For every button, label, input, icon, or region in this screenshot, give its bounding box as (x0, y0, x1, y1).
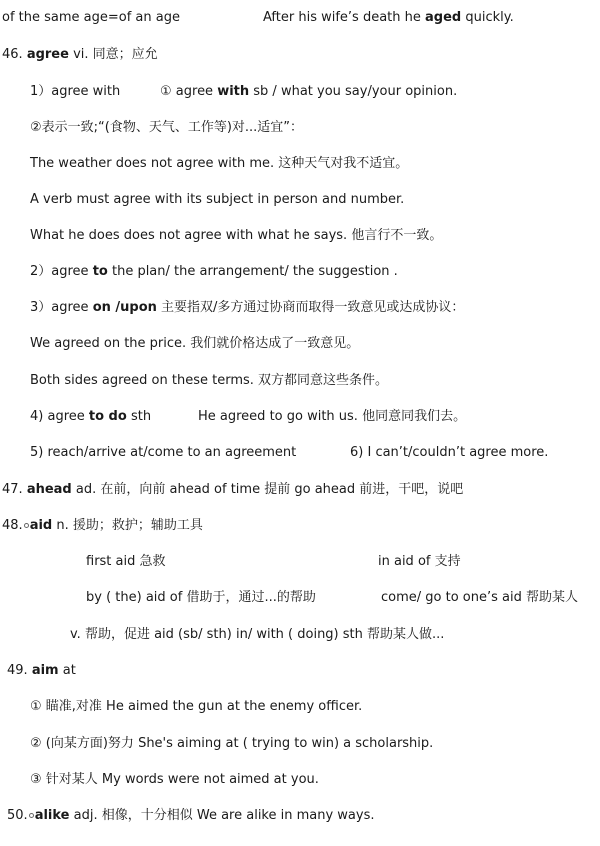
aid-phrase (378, 554, 461, 570)
example-text: quickly. (461, 10, 514, 25)
entry-48-aid (2, 518, 203, 534)
bold-keyword: on /upon (92, 300, 157, 315)
agree-usage-to-do (30, 409, 151, 425)
phrase-text: in aid of 支持 (378, 554, 461, 569)
entry-definition: at (58, 663, 76, 678)
bullet-dot-icon (24, 523, 29, 528)
example-text: The weather does not agree with me. 这种天气对我不适宜。 (30, 156, 409, 171)
bold-keyword: with (217, 84, 250, 99)
example-text: What he does does not agree with what he says. 他言行不一致。 (30, 228, 443, 243)
agree-usage-1-detail (160, 84, 457, 100)
example-sentence (30, 156, 408, 172)
entry-number: 47. (2, 482, 27, 497)
usage-text: ②表示一致;“(食物、天气、工作等)对...适宜”： (30, 120, 304, 135)
entry-definition: n. 援助；救护；辅助工具 (52, 518, 203, 533)
phrase-text: by ( the) aid of 借助于，通过...的帮助 (86, 590, 316, 605)
agree-usage-2-heading (30, 120, 303, 136)
agree-usage-to (30, 264, 398, 280)
entry-number: 46. (2, 47, 27, 62)
headword: aid (29, 518, 53, 533)
usage-text: ① 瞄准,对准 He aimed the gun at the enemy officer. (30, 699, 363, 714)
usage-label: 1）agree with (30, 84, 121, 99)
aid-phrase (86, 590, 316, 606)
agree-usage-1 (30, 84, 120, 100)
aid-phrase (86, 554, 166, 570)
entry-number: 50. (7, 808, 28, 823)
usage-text: 4) agree (30, 409, 89, 424)
entry-49-aim (7, 663, 76, 679)
usage-text: ② (向某方面)努力 She's aiming at ( trying to win) a scholarship. (30, 736, 434, 751)
bold-keyword: to (92, 264, 108, 279)
example-sentence (30, 373, 388, 389)
usage-text: 2）agree (30, 264, 93, 279)
usage-text: 3）agree (30, 300, 93, 315)
bullet-dot-icon (29, 813, 34, 818)
bold-keyword: to do (88, 409, 127, 424)
example-text: We agreed on the price. 我们就价格达成了一致意见。 (30, 336, 360, 351)
usage-text: sth (126, 409, 152, 424)
usage-text: the plan/ the arrangement/ the suggestion . (107, 264, 398, 279)
agree-usage-on-upon (30, 300, 464, 316)
entry-definition: vi. 同意；应允 (68, 47, 158, 62)
aim-sense-2 (30, 736, 433, 752)
line-age-example (263, 10, 514, 26)
aid-verb-usage (70, 627, 444, 643)
phrase-text: come/ go to one’s aid 帮助某人 (381, 590, 578, 605)
entry-46-agree (2, 47, 158, 63)
example-sentence (30, 228, 442, 244)
agree-usage-more (350, 445, 548, 461)
usage-text: 5) reach/arrive at/come to an agreement (30, 445, 297, 460)
headword: ahead (26, 482, 72, 497)
entry-50-alike (7, 808, 375, 824)
example-text: A verb must agree with its subject in person and number. (30, 192, 405, 207)
headword: aim (31, 663, 59, 678)
phrase-text: first aid 急救 (86, 554, 166, 569)
example-sentence (198, 409, 466, 425)
example-sentence (30, 336, 359, 352)
example-sentence (30, 192, 404, 208)
phrase-same-age: of the same age=of an age (2, 10, 180, 25)
usage-text: 主要指双/多方通过协商而取得一致意见或达成协议： (156, 300, 465, 315)
usage-text: ③ 针对某人 My words were not aimed at you. (30, 772, 319, 787)
usage-text: 6) I can’t/couldn’t agree more. (350, 445, 549, 460)
entry-definition: ad. 在前，向前 ahead of time 提前 go ahead 前进，干吧，说吧 (71, 482, 464, 497)
headword: agree (26, 47, 69, 62)
aid-phrase (381, 590, 578, 606)
entry-definition: adj. 相像，十分相似 We are alike in many ways. (69, 808, 375, 823)
line-age-definition (2, 10, 180, 26)
example-text: He agreed to go with us. 他同意同我们去。 (198, 409, 467, 424)
agree-usage-agreement (30, 445, 296, 461)
headword: alike (34, 808, 70, 823)
usage-text: v. 帮助，促进 aid (sb/ sth) in/ with ( doing) sth 帮助某人做... (70, 627, 445, 642)
example-text: After his wife’s death he (263, 10, 426, 25)
bold-keyword: aged (425, 10, 462, 25)
usage-text: sb / what you say/your opinion. (249, 84, 458, 99)
aim-sense-3 (30, 772, 319, 788)
usage-text: ① agree (160, 84, 218, 99)
aim-sense-1 (30, 699, 362, 715)
entry-number: 48. (2, 518, 23, 533)
example-text: Both sides agreed on these terms. 双方都同意这些条件。 (30, 373, 389, 388)
entry-47-ahead (2, 482, 463, 498)
entry-number: 49. (7, 663, 32, 678)
